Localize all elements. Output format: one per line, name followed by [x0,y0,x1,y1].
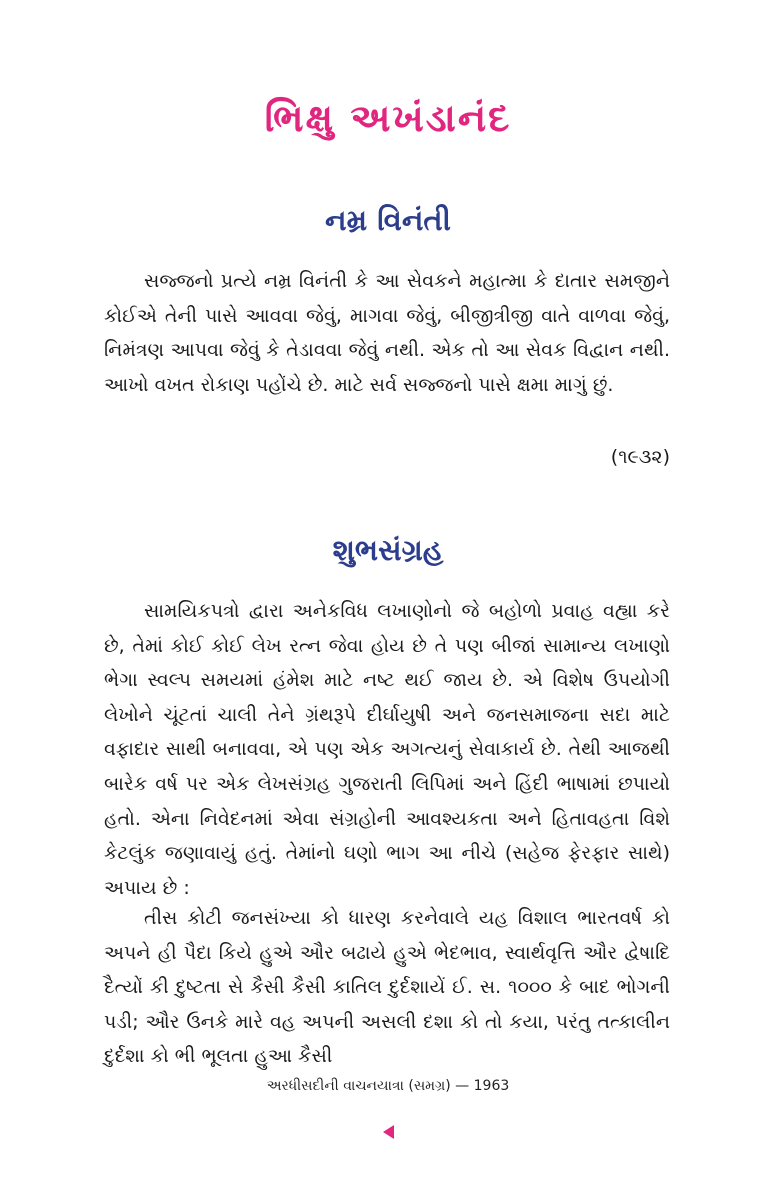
year-label: (૧૯૩૨) [610,446,670,468]
section-heading-namra-vinanti: નમ્ર વિનંતી [325,203,451,237]
author-title: ભિક્ષુ અખંડાનંદ [264,96,512,140]
page-footer: અરધીસદીની વાચનયાત્રા (સમગ્ર) — 1963 [266,1078,510,1094]
paragraph-namra-vinanti: સજ્જનો પ્રત્યે નમ્ર વિનંતી કે આ સેવકને મહાત્મા કે દાતાર સમજીને કોઈએ તેની પાસે આવવા જેવું, માગવા જેવું, બીજીત્રીજી વાતે વાળવા જેવું, નિમંત્રણ આપવા જેવું કે તેડાવવા જેવું નથી. એક તો આ સેવક વિદ્વાન નથી. આખો વખત રોકાણ પહોંચે છે. માટે સર્વ સજ્જનો પાસે ક્ષમા માગું છું. [104,270,670,396]
page-marker-left-arrow-icon[interactable] [383,1125,394,1139]
section-heading-shubhsangrah: શુભસંગ્રહ [332,533,444,567]
paragraph-shubhsangrah-2: તીસ કોટી જનસંખ્યા કો ધારણ કરનેવાલે યહ વિશાલ ભારતવર્ષ કો અપને હી પૈદા કિયે હુએ ઔર બઢાયે હુએ ભેદભાવ, સ્વાર્થવૃત્તિ ઔર દ્વેષાદિ દૈત્યોં કી દુષ્ટતા સે કૈસી કૈસી કાતિલ દુર્દશાયેં ઈ. સ. ૧૦૦૦ કે બાદ ભોગની પડી; ઔર ઉનકે મારે વહ અપની અસલી દશા કો તો કયા, પરંતુ તત્કાલીન દુર્દશા કો ભી ભૂલતા હુઆ કૈસી [104,907,670,1068]
paragraph-shubhsangrah-1: સામયિકપત્રો દ્વારા અનેકવિધ લખાણોનો જે બહોળો પ્રવાહ વહ્યા કરે છે, તેમાં કોઈ કોઈ લેખ રત્ન જેવા હોય છે તે પણ બીજાં સામાન્ય લખાણો ભેગા સ્વલ્પ સમયમાં હંમેશ માટે નષ્ટ થઈ જાય છે. એ વિશેષ ઉપયોગી લેખોને ચૂંટતાં ચાલી તેને ગ્રંથરૂપે દીર્ઘાયુષી અને જનસમાજના સદા માટે વફાદાર સાથી બનાવવા, એ પણ એક અગત્યનું સેવાકાર્ય છે. તેથી આજથી બારેક વર્ષ પર એક લેખસંગ્રહ ગુજરાતી લિપિમાં અને હિંદી ભાષામાં છપાયો હતો. એના નિવેદનમાં એવા સંગ્રહોની આવશ્યકતા અને હિતાવહતા વિશે કેટલુંક જણાવાયું હતું. તેમાંનો ઘણો ભાગ આ નીચે (સહેજ ફેરફાર સાથે) અપાય છે : [104,600,670,899]
